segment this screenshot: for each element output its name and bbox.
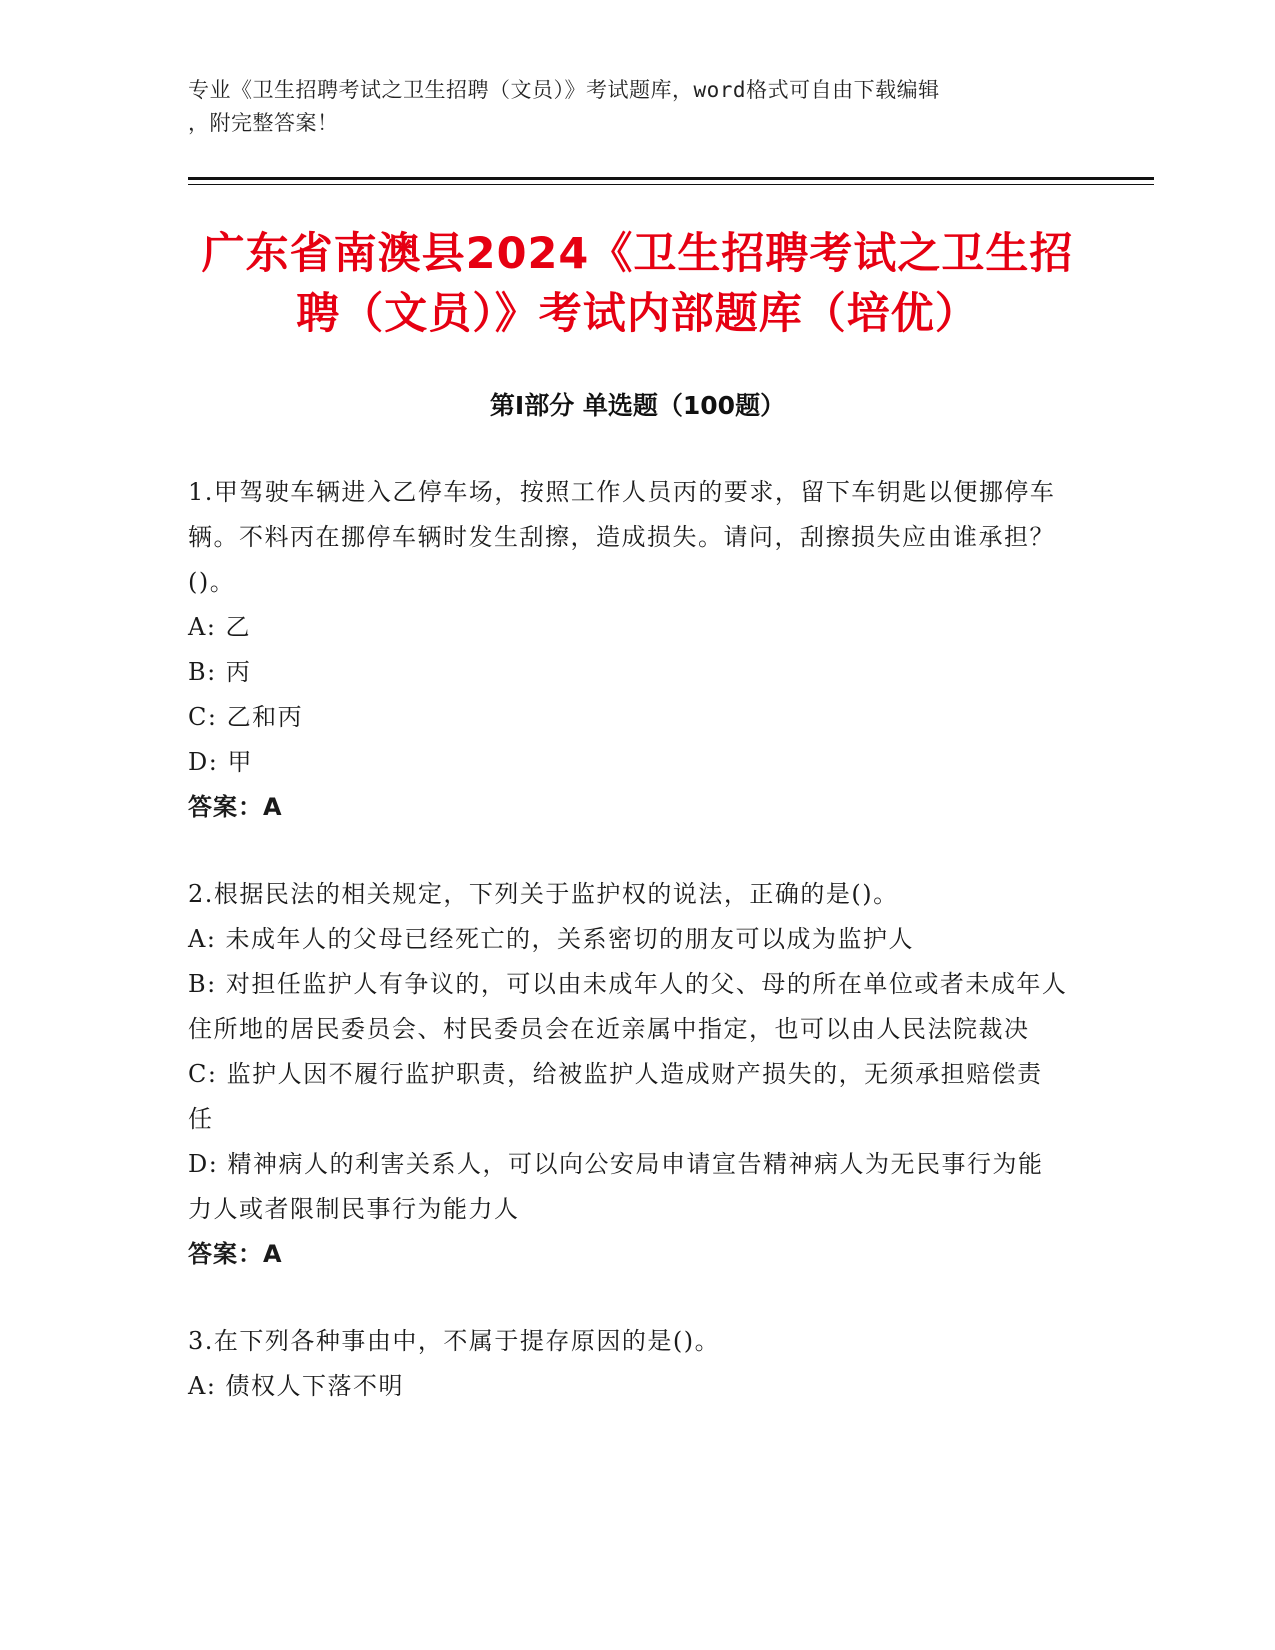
- question-option-a: A: 乙: [188, 613, 252, 641]
- header-note-line-1: 专业《卫生招聘考试之卫生招聘（文员）》考试题库，word格式可自由下载编辑: [188, 78, 940, 102]
- document-title-line-2: 聘（文员）》考试内部题库（培优）: [296, 289, 979, 339]
- question-option-c: C: 乙和丙: [188, 703, 304, 731]
- section-heading: 第Ⅰ部分 单选题（100题）: [489, 391, 786, 420]
- question-option-a: A: 未成年人的父母已经死亡的，关系密切的朋友可以成为监护人: [188, 925, 915, 953]
- document-title-line-1: 广东省南澳县2024《卫生招聘考试之卫生招: [201, 229, 1074, 279]
- question-3: [188, 1319, 1068, 1409]
- question-1: [188, 470, 1068, 830]
- question-option-d: D: 精神病人的利害关系人，可以向公安局申请宣告精神病人为无民事行为能力人或者限制民事行为能力人: [188, 1150, 1044, 1223]
- question-stem: 2.根据民法的相关规定，下列关于监护权的说法，正确的是()。: [188, 880, 899, 908]
- header-divider-thick: [188, 177, 1154, 180]
- question-stem: 1.甲驾驶车辆进入乙停车场，按照工作人员丙的要求，留下车钥匙以便挪停车辆。不料丙在挪停车辆时发生刮擦，造成损失。请问，刮擦损失应由谁承担？()。: [188, 478, 1056, 596]
- question-option-b: B: 丙: [188, 658, 252, 686]
- question-option-c: C: 监护人因不履行监护职责，给被监护人造成财产损失的，无须承担赔偿责任: [188, 1060, 1043, 1133]
- question-option-b: B: 对担任监护人有争议的，可以由未成年人的父、母的所在单位或者未成年人住所地的居民委员会、村民委员会在近亲属中指定，也可以由人民法院裁决: [188, 970, 1068, 1043]
- question-2: [188, 872, 1068, 1277]
- header-note-line-2: ，附完整答案！: [188, 111, 339, 135]
- header-note: [188, 74, 1088, 140]
- document-title: [150, 224, 1125, 344]
- question-answer: 答案：A: [188, 1240, 283, 1268]
- question-stem: 3.在下列各种事由中，不属于提存原因的是()。: [188, 1327, 721, 1355]
- header-divider-thin: [188, 184, 1154, 185]
- question-list: [188, 470, 1068, 1451]
- question-option-a: A: 债权人下落不明: [188, 1372, 405, 1400]
- question-answer: 答案：A: [188, 793, 283, 821]
- question-option-d: D: 甲: [188, 748, 253, 776]
